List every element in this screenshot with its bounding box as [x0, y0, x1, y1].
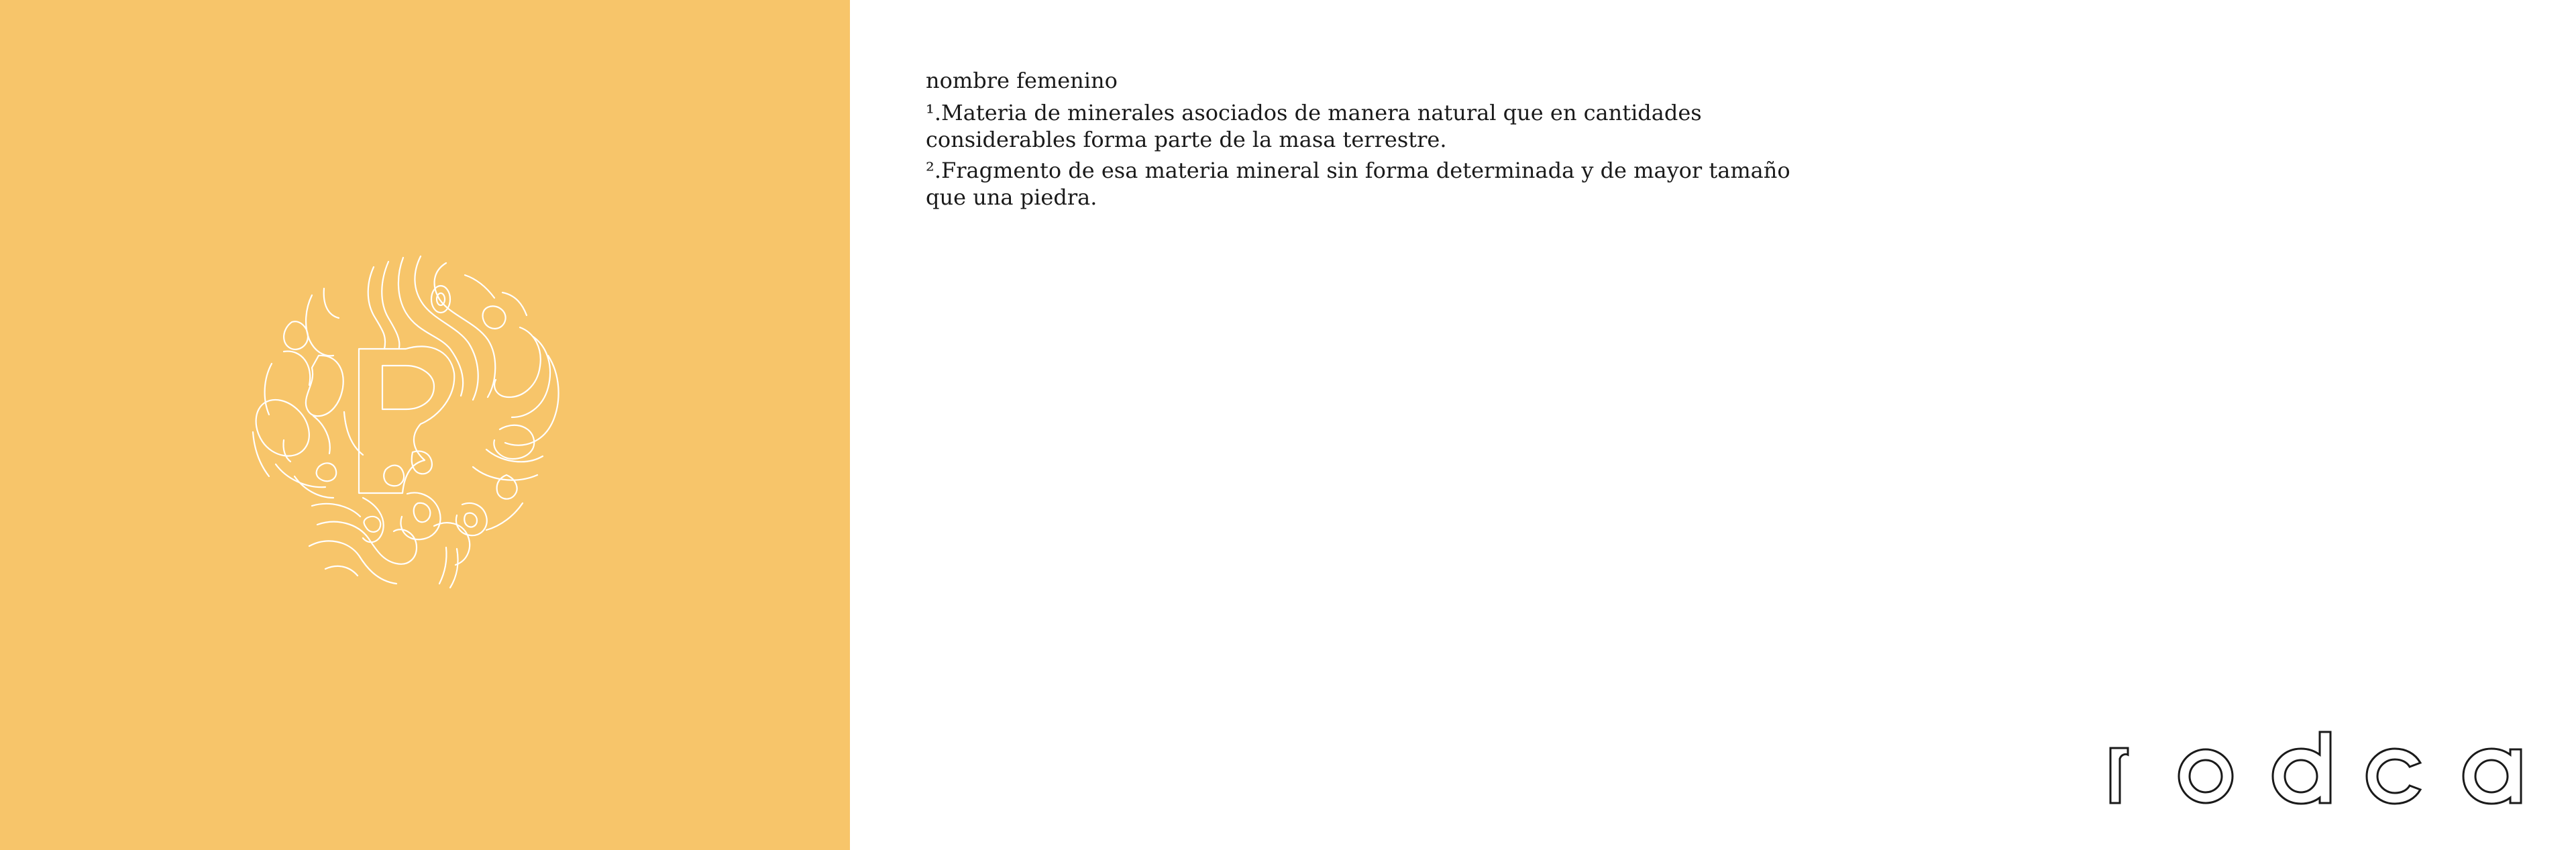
definition-block — [926, 67, 1798, 215]
wordmark-letter-d — [2273, 732, 2330, 804]
definition-sense-1: ¹.Materia de minerales asociados de manera natural que en cantidades considerables forma parte de la masa terrestre. — [926, 100, 1702, 152]
grammatical-gender: nombre femenino — [926, 68, 1118, 93]
topographic-emblem-icon — [245, 248, 607, 610]
wordmark-letter-c — [2367, 749, 2420, 804]
brand-color-panel — [0, 0, 850, 850]
definition-sense-2: ².Fragmento de esa materia mineral sin forma determinada y de mayor tamaño que una piedra. — [926, 158, 1790, 210]
rodca-wordmark — [2100, 728, 2529, 808]
wordmark-letter-r — [2110, 748, 2128, 803]
wordmark-letter-o — [2179, 749, 2233, 803]
wordmark-letter-a — [2463, 749, 2521, 804]
